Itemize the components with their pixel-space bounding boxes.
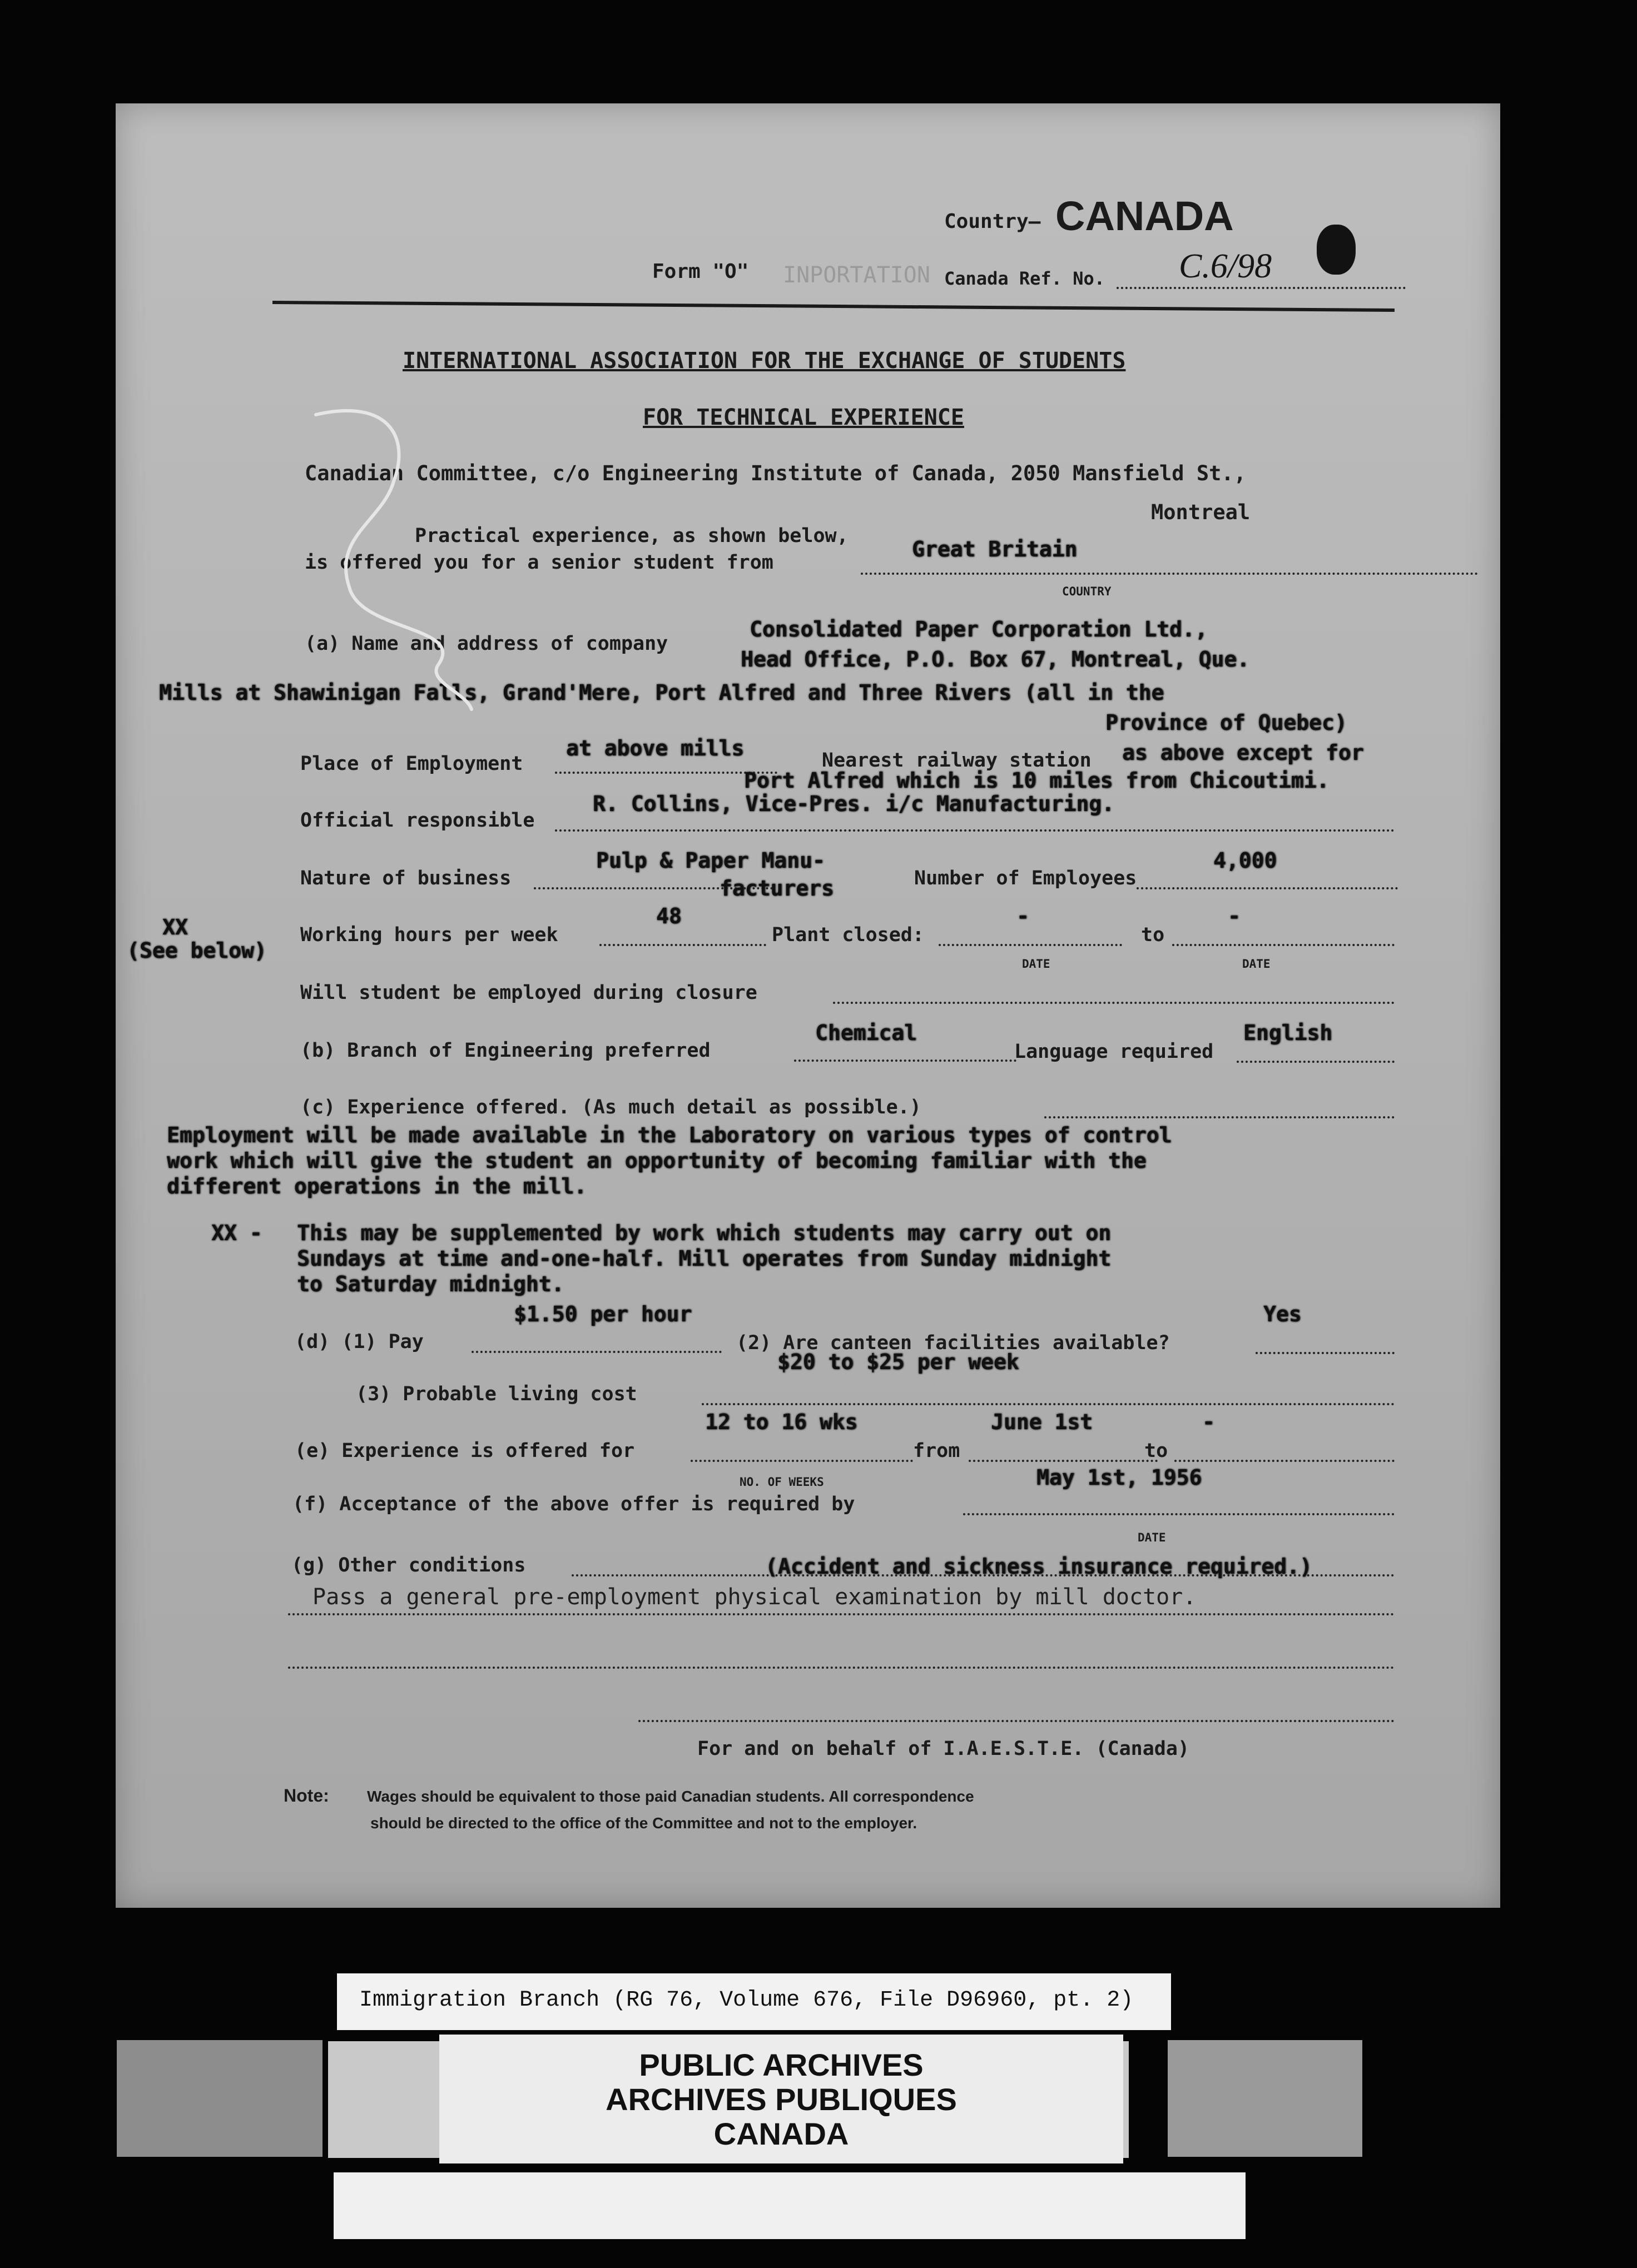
from-label: from — [913, 1440, 960, 1462]
pay-leader — [472, 1351, 722, 1353]
station-value: as above except for — [1122, 740, 1364, 765]
duration-to-label: to — [1144, 1440, 1168, 1462]
weeks-caption: NO. OF WEEKS — [740, 1475, 824, 1489]
employees-value: 4,000 — [1213, 848, 1277, 873]
committee-line1: Canadian Committee, c/o Engineering Institute of Canada, 2050 Mansfield St., — [305, 461, 1246, 485]
stamp-line1: PUBLIC ARCHIVES — [639, 2047, 924, 2082]
duration-label: (e) Experience is offered for — [295, 1440, 635, 1462]
ref-label: Canada Ref. No. — [944, 268, 1105, 289]
company-label: (a) Name and address of company — [305, 633, 668, 655]
conditions-leader2 — [288, 1613, 1395, 1615]
company-line3: Mills at Shawinigan Falls, Grand'Mere, Port Alfred and Three Rivers (all in the — [159, 680, 1164, 705]
language-value: English — [1243, 1021, 1333, 1045]
date-caption2: DATE — [1242, 957, 1271, 971]
conditions-value2: Pass a general pre-employment physical examination by mill doctor. — [312, 1584, 1197, 1610]
canteen-label: (2) Are canteen facilities available? — [736, 1332, 1170, 1354]
title-line1: INTERNATIONAL ASSOCIATION FOR THE EXCHANGE OF STUDENTS — [403, 348, 1126, 374]
branch-value: Chemical — [815, 1021, 917, 1045]
form-label: Form "O" — [652, 260, 749, 283]
pencil-mark — [299, 404, 477, 715]
country-caption: COUNTRY — [1062, 585, 1112, 598]
closure-label: Will student be employed during closure — [300, 982, 757, 1004]
canteen-leader — [1256, 1352, 1395, 1354]
experience-label: (c) Experience offered. (As much detail as possible.) — [300, 1096, 921, 1118]
country-leader — [861, 573, 1478, 575]
to-value: - — [1202, 1410, 1215, 1434]
plant-to-leader — [1172, 944, 1395, 946]
stamp-line3: CANADA — [713, 2116, 849, 2151]
pay-label: (d) (1) Pay — [295, 1331, 424, 1353]
employees-leader — [1137, 887, 1398, 889]
conditions-leader3 — [288, 1667, 1395, 1669]
form-sheet — [116, 103, 1500, 1908]
business-value2: facturers — [720, 876, 834, 901]
plant-closed-from: - — [1016, 904, 1029, 928]
hours-margin-note2: (See below) — [127, 938, 267, 963]
experience-line2: work which will give the student an opportunity of becoming familiar with the — [167, 1148, 1147, 1173]
business-label: Nature of business — [300, 867, 512, 889]
branch-label: (b) Branch of Engineering preferred — [300, 1040, 711, 1062]
signature-line — [638, 1720, 1395, 1722]
offer-line2: is offered you for a senior student from — [305, 551, 773, 574]
from-value: June 1st — [991, 1410, 1093, 1434]
weeks-leader — [691, 1460, 913, 1462]
official-value: R. Collins, Vice-Pres. i/c Manufacturing. — [593, 792, 1114, 816]
weeks-value: 12 to 16 wks — [705, 1410, 858, 1434]
offer-country-value: Great Britain — [912, 537, 1078, 561]
stamp-line2: ARCHIVES PUBLIQUES — [606, 2082, 957, 2117]
date-caption1: DATE — [1022, 957, 1050, 971]
hours-margin-note1: XX — [162, 915, 188, 939]
branch-leader — [794, 1060, 1016, 1062]
note-line1: Wages should be equivalent to those paid Canadian students. All correspondence — [367, 1788, 974, 1805]
supplement-line1: This may be supplemented by work which students may carry out on — [297, 1221, 1112, 1245]
title-line2: FOR TECHNICAL EXPERIENCE — [643, 405, 964, 430]
supplement-line2: Sundays at time and-one-half. Mill operates from Sunday midnight — [297, 1246, 1112, 1271]
hours-leader — [599, 944, 766, 946]
to-leader — [1174, 1460, 1395, 1462]
ghost-overprint: INPORTATION — [783, 262, 930, 288]
company-line1: Consolidated Paper Corporation Ltd., — [750, 617, 1208, 641]
place-value: at above mills — [566, 736, 745, 760]
experience-line3: different operations in the mill. — [167, 1174, 587, 1198]
supplement-line3: to Saturday midnight. — [297, 1272, 564, 1296]
plant-closed-label: Plant closed: — [772, 924, 924, 946]
business-value1: Pulp & Paper Manu- — [596, 848, 825, 873]
header-rule — [272, 301, 1395, 312]
offer-line1: Practical experience, as shown below, — [415, 525, 849, 547]
acceptance-caption: DATE — [1138, 1531, 1166, 1544]
living-leader — [702, 1403, 1395, 1405]
film-strip-left — [117, 2040, 323, 2157]
living-label: (3) Probable living cost — [356, 1383, 637, 1405]
pay-value: $1.50 per hour — [514, 1302, 692, 1326]
from-leader — [969, 1460, 1158, 1462]
canteen-value: Yes — [1263, 1302, 1302, 1326]
film-strip-right — [1168, 2040, 1362, 2157]
plant-closed-to: - — [1228, 904, 1241, 928]
plant-from-leader — [939, 944, 1122, 946]
conditions-value1: (Accident and sickness insurance required.) — [765, 1554, 1312, 1579]
acceptance-label: (f) Acceptance of the above offer is required by — [292, 1493, 855, 1515]
supplement-marker: XX - — [211, 1221, 262, 1245]
country-value: CANADA — [1055, 193, 1234, 239]
committee-line2: Montreal — [1151, 500, 1251, 524]
hours-value: 48 — [656, 904, 682, 928]
conditions-label: (g) Other conditions — [291, 1554, 526, 1576]
language-label: Language required — [1014, 1041, 1214, 1063]
official-leader — [555, 829, 1395, 832]
bottom-blank-label — [334, 2172, 1246, 2239]
acceptance-leader — [963, 1513, 1395, 1515]
country-label: Country— — [944, 210, 1041, 233]
station-value2: Port Alfred which is 10 miles from Chicoutimi. — [744, 768, 1330, 793]
archive-reference: Immigration Branch (RG 76, Volume 676, File D96960, pt. 2) — [359, 1988, 1134, 2013]
ink-blot — [1317, 225, 1356, 275]
archive-stamp — [439, 2035, 1123, 2163]
ref-leader — [1117, 287, 1406, 289]
employees-label: Number of Employees — [914, 867, 1137, 889]
signature-label: For and on behalf of I.A.E.S.T.E. (Canada) — [697, 1738, 1190, 1760]
note-line2: should be directed to the office of the Committee and not to the employer. — [370, 1814, 917, 1832]
language-leader — [1237, 1061, 1395, 1063]
plant-to-label: to — [1141, 924, 1165, 946]
company-line2: Head Office, P.O. Box 67, Montreal, Que. — [741, 647, 1250, 672]
official-label: Official responsible — [300, 809, 535, 832]
acceptance-value: May 1st, 1956 — [1036, 1465, 1202, 1490]
place-label: Place of Employment — [300, 753, 523, 775]
experience-line1: Employment will be made available in the Laboratory on various types of control — [167, 1123, 1172, 1147]
note-label: Note: — [284, 1785, 329, 1806]
ref-value: C.6/98 — [1179, 247, 1272, 285]
company-line4: Province of Quebec) — [1105, 710, 1347, 735]
station-label: Nearest railway station — [822, 749, 1092, 772]
archive-reference-label — [337, 1973, 1171, 2030]
living-value: $20 to $25 per week — [777, 1350, 1019, 1374]
closure-leader — [833, 1002, 1395, 1004]
experience-leader — [1044, 1116, 1395, 1118]
hours-label: Working hours per week — [300, 924, 558, 946]
